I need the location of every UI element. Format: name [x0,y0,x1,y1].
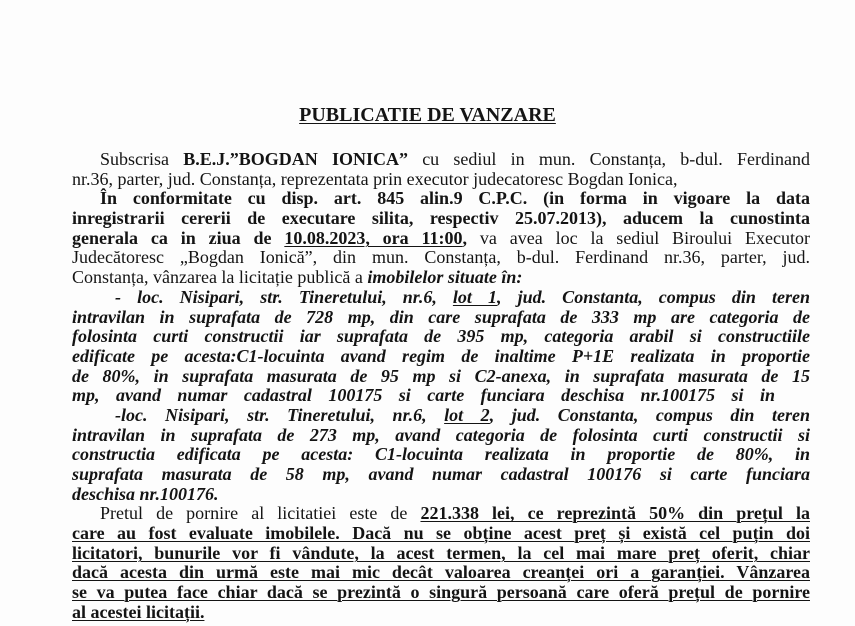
text-segment: care au fost evaluate imobilele. Dacă nu se obține acest preț și există cel puțin doi [72,523,810,544]
text-line [72,544,810,564]
text-segment: suprafata masurata de 58 mp, avand numar cadastral 100176 si carte funciara [72,464,810,484]
text-line [72,308,810,328]
text-segment: inregistrarii cererii de executare silita, respectiv 25.07.2013), aducem la cunostinta [72,208,810,229]
paragraph-property-lot-1 [72,288,810,406]
text-line [72,485,810,505]
text-line [72,563,810,583]
text-segment: licitatori, bunurile vor fi vândute, la acest termen, la cel mai mare preț oferit, chiar [72,542,810,563]
text-line [72,426,810,446]
text-line [72,150,810,170]
starting-price: 221.338 lei, ce reprezintă 50% din prețul la [420,503,810,524]
text-segment: deschisa nr.100176. [72,483,219,504]
text-line [72,406,810,426]
text-segment: În conformitate cu disp. art. 845 alin.9 C.P.C. (in forma in vigoare la data [100,188,810,209]
text-line [72,170,810,190]
text-segment: , jud. Constanta, compus din teren [489,404,810,425]
text-segment: dacă acesta din urmă este mai mic decât valoarea creanței ori a garanției. Vânzarea [72,562,810,583]
executor-office-name: B.E.J.”BOGDAN IONICA” [183,149,408,169]
text-segment: -loc. Nisipari, str. Tineretului, nr.6, [115,404,445,425]
text-line [72,229,810,249]
lot-2-label: lot 2 [444,404,490,425]
paragraph-starting-price [72,504,810,622]
text-segment: edificate pe acesta:C1-locuinta avand regim de inaltime P+1E realizata in proportie [72,345,810,366]
lot-1-label: lot 1 [452,286,497,307]
text-line [72,445,810,465]
auction-date-time: 10.08.2023, ora 11:00 [284,227,463,248]
text-segment: mp, avand numar cadastral 100175 si carte funciara deschisa nr.100175 si in [72,385,775,406]
text-segment: intravilan in suprafata de 728 mp, din care suprafata de 333 mp are categoria de [72,306,810,327]
text-segment: Pretul de pornire al licitatiei este de [100,503,421,524]
text-segment: intravilan in suprafata de 273 mp, avand categoria de folosinta curti constructii si [72,424,810,445]
text-segment: Subscrisa [100,149,184,169]
paragraph-property-lot-2 [72,406,810,504]
text-segment: nr.36, parter, jud. Constanța, reprezentata prin executor judecatoresc Bogdan Ionica, [72,168,678,189]
text-line [72,583,810,603]
text-line [72,504,810,524]
text-segment: se va putea face chiar dacă se prezintă o singură persoană care oferă prețul de pornire [72,582,810,603]
document-body [72,150,810,623]
text-line [72,248,810,268]
text-line [72,209,810,229]
text-segment: Judecătoresc „Bogdan Ionică”, din mun. Constanța, b-dul. Ferdinand nr.36, parter, jud. [72,247,810,268]
text-segment: al acestei licitații. [72,601,205,622]
text-line [72,465,810,485]
paragraph-legal-basis [72,189,810,287]
text-line [72,327,810,347]
text-line [72,603,810,623]
text-line [72,524,810,544]
text-segment: - loc. Nisipari, str. Tineretului, nr.6, [115,286,453,307]
document-title: PUBLICATIE DE VANZARE [299,104,556,126]
text-segment: va avea loc la sediul Biroului Executor [467,227,811,248]
text-segment: , [462,227,468,248]
text-line [72,288,810,308]
text-segment: folosinta curti constructii iar suprafata de 395 mp, categoria arabil si constructiile [72,326,810,347]
text-line [72,189,810,209]
text-segment: Constanța, vânzarea la licitație publică a [72,267,368,288]
text-segment: generala ca in ziua de [72,227,285,248]
properties-heading: imobilelor situate în: [367,267,523,288]
text-segment: de 80%, in suprafata masurata de 95 mp si C2-anexa, in suprafata masurata de 15 [72,365,810,386]
text-line [72,367,810,387]
text-line [72,347,810,367]
text-segment: constructia edificata pe acesta: C1-locuinta realizata in proportie de 80%, in [72,444,810,465]
text-line [72,268,810,288]
text-line [72,386,810,406]
text-segment: cu sediul in mun. Constanța, b-dul. Ferdinand [407,149,810,169]
text-segment: , jud. Constanta, compus din teren [497,286,810,307]
paragraph-intro [72,150,810,189]
